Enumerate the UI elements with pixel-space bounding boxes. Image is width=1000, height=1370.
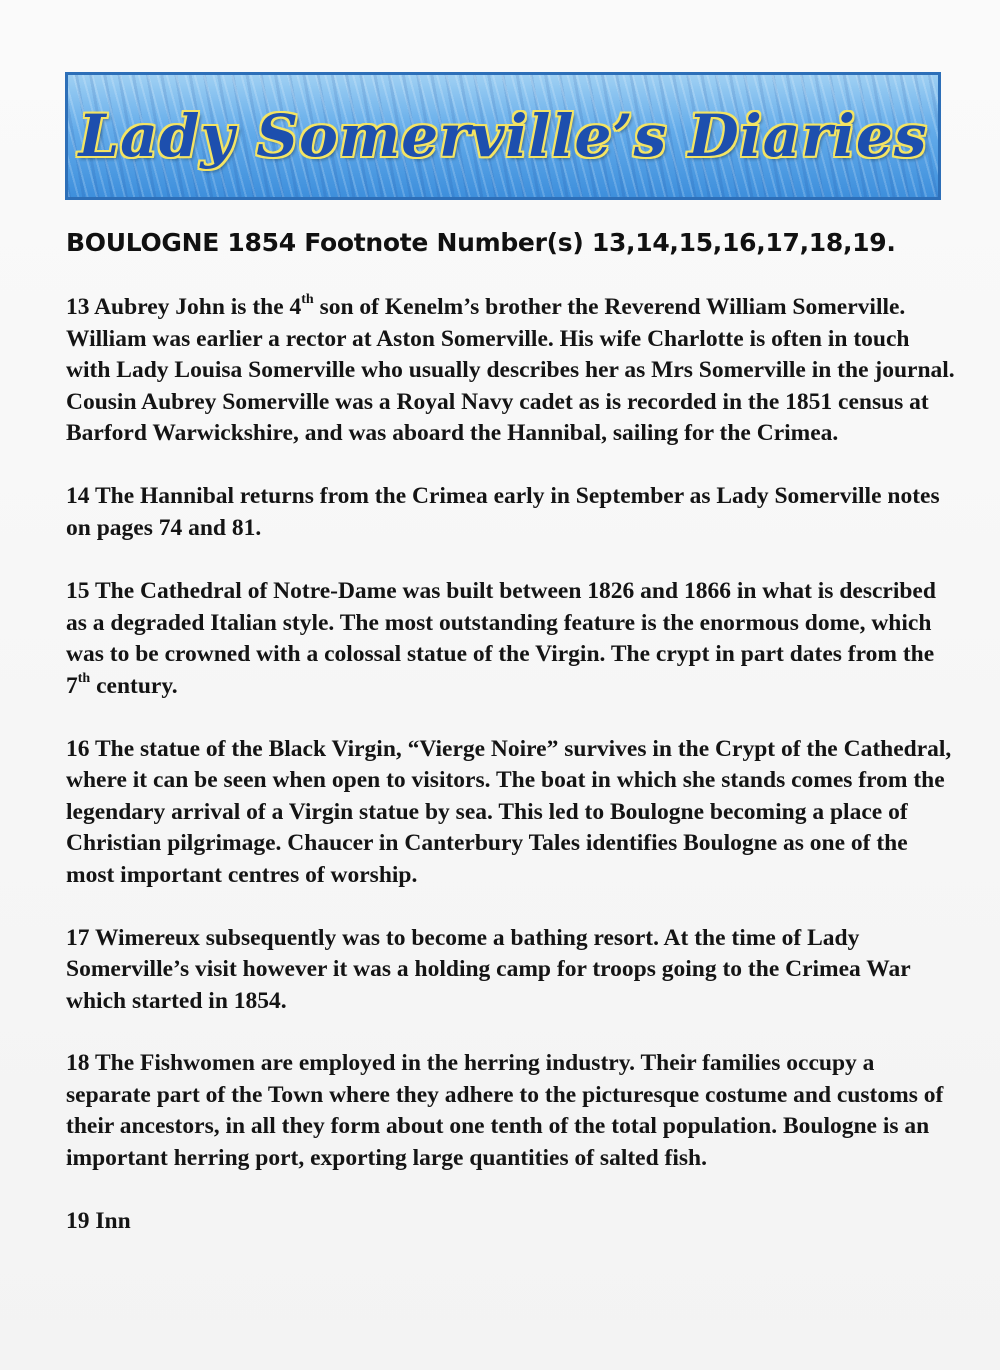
footnote-13-ordinal: th bbox=[301, 292, 314, 308]
footnote-14: 14 The Hannibal returns from the Crimea early in September as Lady Somerville notes on pages 74 and 81. bbox=[66, 482, 940, 541]
footnote-17: 17 Wimereux subsequently was to become a bathing resort. At the time of Lady Somerville’s visit however it was a holding camp for troops going to the Crimea War which started in 1854. bbox=[66, 924, 911, 1014]
footnote-15-text-b: century. bbox=[90, 672, 178, 699]
footnote-15-text-a: 15 The Cathedral of Notre-Dame was built between 1826 and 1866 in what is described as a degraded Italian style. The most outstanding feature is the enormous dome, which was to be crowned with a colossal statue of the Virgin. The crypt in part dates from the 7 bbox=[66, 578, 936, 699]
title-banner bbox=[65, 72, 941, 200]
footnote-13-text-b: son of Kenelm’s brother the Reverend William Somerville. William was earlier a rector at Aston Somerville. His wife Charlotte is often in touch with Lady Louisa Somerville who usually describes her as Mrs Somerville in the journal. Cousin Aubrey Somerville was a Royal Navy cadet as is recorded in the 1851 census at Barford Warwickshire, and was aboard the Hannibal, sailing for the Crimea. bbox=[66, 294, 955, 447]
footnotes-heading: BOULOGNE 1854 Footnote Number(s) 13,14,15,16,17,18,19. bbox=[66, 228, 896, 257]
footnote-13 bbox=[66, 292, 956, 450]
footnotes-list bbox=[66, 292, 956, 1268]
footnote-15-ordinal: th bbox=[77, 671, 91, 687]
footnote-15 bbox=[66, 576, 956, 702]
footnote-13-text-a: 13 Aubrey John is the 4 bbox=[66, 294, 302, 320]
footnote-18: 18 The Fishwomen are employed in the herring industry. Their families occupy a separate part of the Town where they adhere to the picturesque costume and customs of their ancestors, in all they form about one tenth of the total population. Boulogne is an important herring port, exporting large quantities of salted fish. bbox=[66, 1050, 944, 1172]
footnote-19: 19 Inn bbox=[66, 1207, 131, 1234]
banner-title: Lady Somerville’s Diaries bbox=[78, 102, 928, 170]
footnote-16: 16 The statue of the Black Virgin, “Vierge Noire” survives in the Crypt of the Cathedral, where it can be seen when open to visitors. The boat in which she stands comes from the legendary arrival of a Virgin statue by sea. This led to Boulogne becoming a place of Christian pilgrimage. Chaucer in Canterbury Tales identifies Boulogne as one of the most important centres of worship. bbox=[66, 735, 952, 888]
